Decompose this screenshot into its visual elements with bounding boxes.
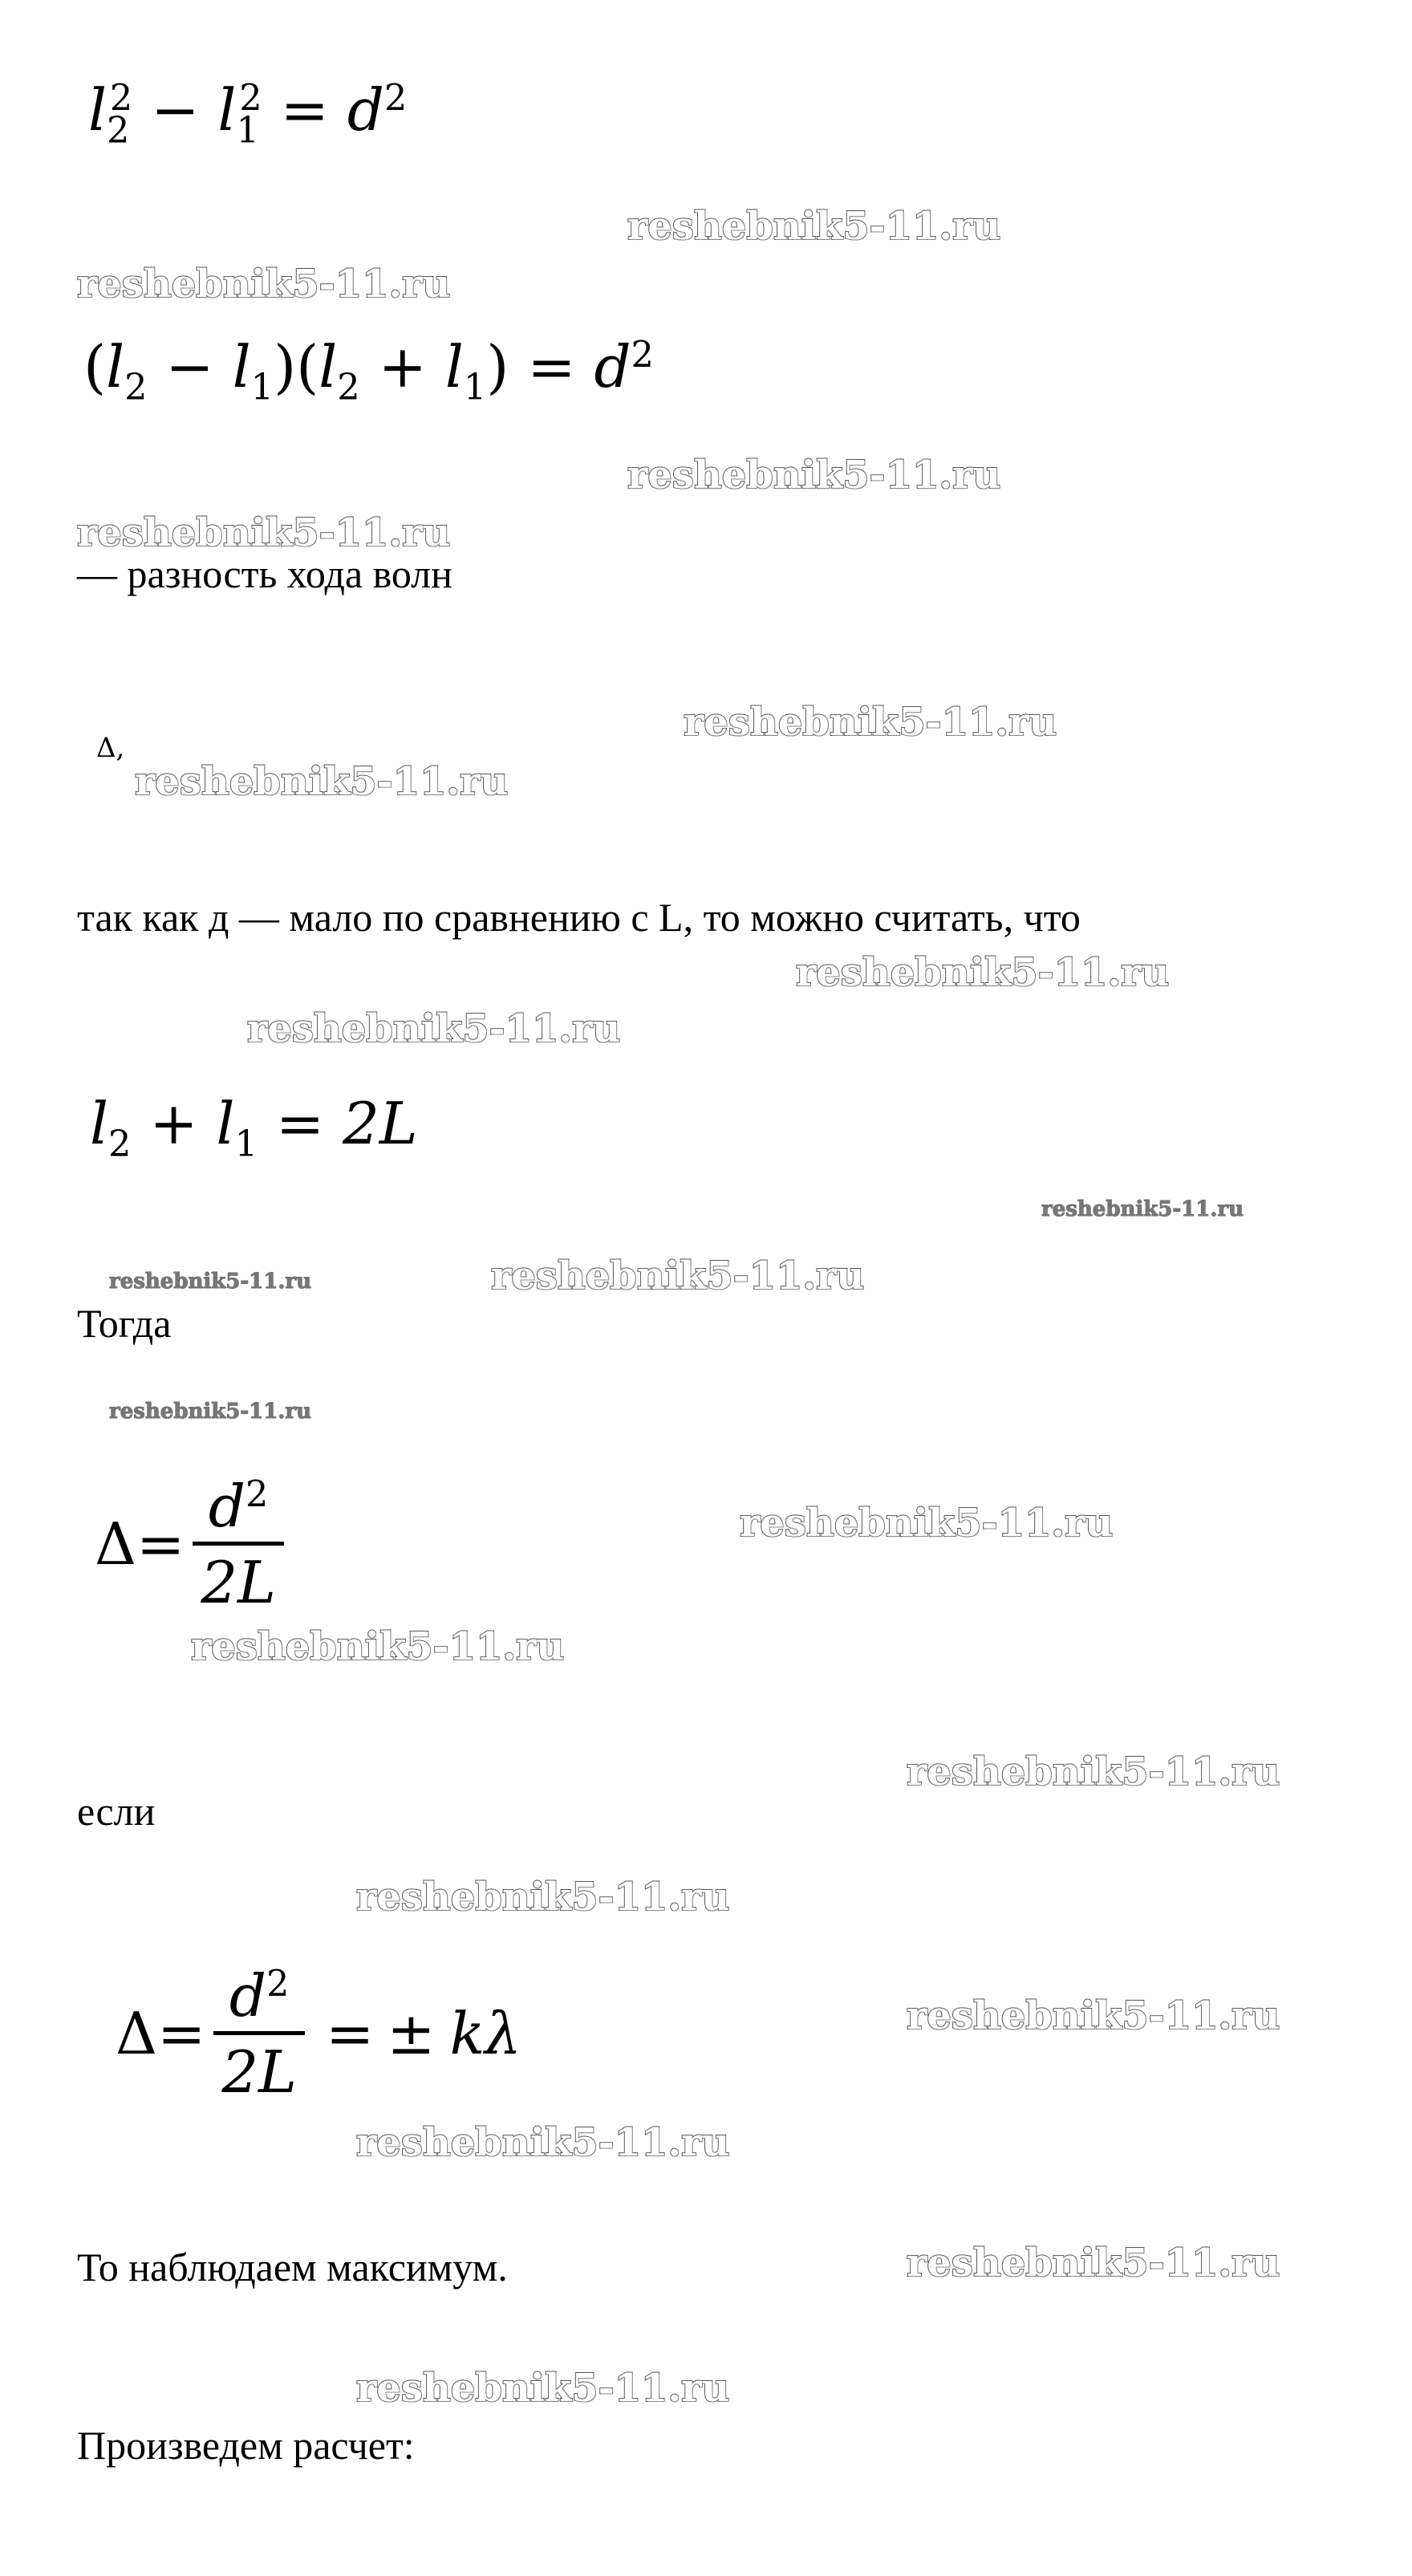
then-text: Тогда <box>77 1301 172 1346</box>
watermark: reshebnik5-11.ru <box>247 1006 621 1051</box>
watermark: reshebnik5-11.ru <box>109 1400 312 1424</box>
formula-squares-difference: $l_2^2 - l_1^2 = d^2$ <box>88 76 408 152</box>
fraction: $d^2$ 2L <box>193 1477 284 1611</box>
watermark: reshebnik5-11.ru <box>356 2366 730 2411</box>
watermark: reshebnik5-11.ru <box>135 759 509 804</box>
watermark: reshebnik5-11.ru <box>356 2120 730 2165</box>
watermark: reshebnik5-11.ru <box>627 453 1001 498</box>
watermark: reshebnik5-11.ru <box>1041 1197 1244 1221</box>
formula-sum: $l_2 + l_1 = 2L$ <box>90 1090 418 1165</box>
watermark: reshebnik5-11.ru <box>356 1875 730 1920</box>
watermark: reshebnik5-11.ru <box>907 1749 1280 1794</box>
formula-factored: $(l_2 - l_1)(l_2 + l_1) = d^2$ <box>83 333 654 408</box>
calculation-text: Произведем расчет: <box>77 2423 415 2468</box>
if-text: если <box>77 1789 156 1834</box>
watermark: reshebnik5-11.ru <box>684 700 1057 745</box>
fraction: $d^2$ 2L <box>213 1966 305 2101</box>
path-difference-text: — разность хода волн <box>77 551 452 596</box>
formula-delta: Δ = $d^2$ 2L <box>95 1477 292 1611</box>
watermark: reshebnik5-11.ru <box>191 1624 565 1669</box>
watermark: reshebnik5-11.ru <box>907 2241 1280 2285</box>
watermark: reshebnik5-11.ru <box>796 950 1170 995</box>
since-text: так как д — мало по сравнению с L, то можно считать, что <box>77 895 1081 940</box>
watermark: reshebnik5-11.ru <box>740 1501 1114 1546</box>
formula-maximum-condition: Δ = $d^2$ 2L = ± k λ <box>116 1962 521 2106</box>
watermark: reshebnik5-11.ru <box>77 510 451 555</box>
maximum-text: То наблюдаем максимум. <box>77 2245 508 2290</box>
watermark: reshebnik5-11.ru <box>491 1253 865 1298</box>
watermark: reshebnik5-11.ru <box>109 1270 312 1294</box>
watermark: reshebnik5-11.ru <box>627 204 1001 249</box>
watermark: reshebnik5-11.ru <box>907 1993 1280 2038</box>
watermark: reshebnik5-11.ru <box>77 262 451 307</box>
delta-label: Δ, <box>96 732 125 764</box>
